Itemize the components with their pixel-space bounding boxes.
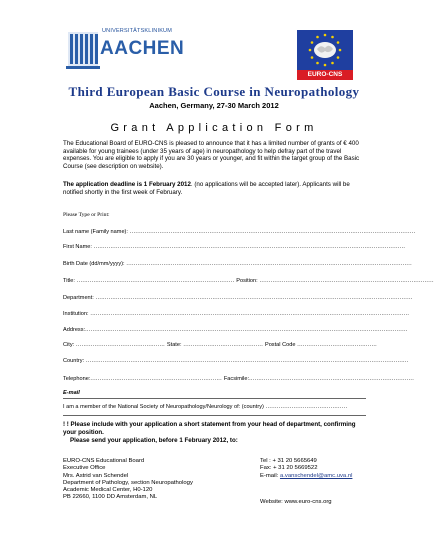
- eu-stars-brain-icon: [297, 30, 353, 70]
- last-name-field[interactable]: Last name (Family name): ..........................................................................................................................................................: [63, 229, 416, 235]
- please-type-label: Please Type or Print:: [63, 212, 110, 218]
- institution-field[interactable]: Institution: ............................................................................................................................................................................: [63, 311, 410, 317]
- contact-address: [63, 458, 253, 502]
- logo-euro-cns-label: EURO-CNS: [297, 70, 353, 80]
- divider: [63, 398, 366, 399]
- last-name-label: Last name (Family name):: [63, 229, 128, 235]
- contact-fax: Fax: + 31 20 5669522: [260, 465, 318, 472]
- deadline-rest: . (no applications will be accepted later). Applicants will be notified shortly in the first week of February.: [63, 181, 350, 196]
- title-label: Title:: [63, 278, 75, 284]
- country-field[interactable]: Country: ..............................................................................................................................................................................: [63, 358, 409, 364]
- logo-aachen-top-label: UNIVERSITÄTSKLINIKUM: [102, 28, 173, 34]
- contact-line: Academic Medical Center, H0-120: [63, 487, 153, 494]
- deadline-paragraph: [63, 181, 363, 196]
- contact-phones: [260, 458, 370, 480]
- aachen-logo: [66, 26, 185, 70]
- facsimile-label: Facsimile:: [223, 376, 250, 382]
- contact-email-link[interactable]: a.vanschendel@amc.uva.nl: [279, 472, 353, 479]
- contact-line: Mrs. Astrid van Schendel: [63, 472, 129, 479]
- address-label: Address:: [63, 327, 86, 333]
- address-field[interactable]: Address:..............................................................................................................................................................................: [63, 327, 408, 333]
- member-label: I am a member of the National Society of Neuropathology/Neurology of: (country): [63, 404, 264, 410]
- form-title: Grant Application Form: [110, 122, 318, 134]
- department-field[interactable]: Department: ...........................................................................................................................................................................: [63, 295, 413, 301]
- birth-date-label: Birth Date (dd/mm/yyyy):: [63, 261, 125, 267]
- telephone-label: Telephone:: [63, 376, 91, 382]
- aachen-building-icon: [66, 26, 100, 70]
- institution-label: Institution:: [63, 311, 89, 317]
- city-state-postal-field[interactable]: City: ................................................ State: ........................................... Postal Code ...........................................: [63, 342, 378, 348]
- contact-tel: Tel : + 31 20 5665649: [260, 458, 317, 464]
- intro-paragraph: The Educational Board of EURO-CNS is pleased to announce that it has a limited number of grants of € 400 available for young trainees (under 35 years of age) in neuropathology to help defray part of the travel expenses. You are eligible to apply if you are 30 years or younger, and fit within the target group of the Basic Course (see description on website).: [63, 140, 360, 170]
- city-label: City:: [63, 342, 75, 348]
- contact-line: EURO-CNS Educational Board: [63, 458, 145, 464]
- country-label: Country:: [63, 358, 85, 364]
- email-label: E-mail: [63, 390, 80, 396]
- logo-aachen-main-label: AACHEN: [100, 38, 185, 59]
- contact-email-label: E-mail:: [260, 472, 280, 479]
- title-position-field[interactable]: Title: ..................................................................................... Position: ..............................................................................................: [63, 278, 434, 284]
- statement-notice: ! ! Please include with your application a short statement from your head of department, confirming your position.: [63, 421, 356, 436]
- position-label: Position:: [236, 278, 258, 284]
- first-name-field[interactable]: First Name: ........................................................................................................................................................................: [63, 244, 406, 250]
- contact-email-row: [260, 473, 370, 480]
- page-title: Third European Basic Course in Neuropathology: [68, 84, 360, 99]
- deadline-bold: The application deadline is 1 February 2012: [63, 181, 191, 188]
- divider: [63, 415, 366, 416]
- email-field[interactable]: [63, 390, 366, 396]
- euro-cns-logo: [297, 30, 353, 80]
- contact-line: Executive Office: [63, 465, 106, 472]
- contact-line: Department of Pathology, section Neuropathology: [63, 479, 193, 486]
- member-field[interactable]: I am a member of the National Society of Neuropathology/Neurology of: (country) ............................................: [63, 404, 348, 410]
- postal-code-label: Postal Code: [264, 342, 296, 348]
- birth-date-field[interactable]: Birth Date (dd/mm/yyyy): ..........................................................................................................................................................: [63, 261, 412, 267]
- contact-website[interactable]: Website: www.euro-cns.org: [260, 499, 332, 505]
- contact-line: PB 22660, 1100 DD Amsterdam, NL: [63, 494, 158, 501]
- telephone-facsimile-field[interactable]: Telephone:....................................................................... Facsimile:.........................................................................................: [63, 376, 415, 382]
- state-label: State:: [166, 342, 182, 348]
- send-notice: Please send your application, before 1 February 2012, to:: [70, 437, 238, 444]
- first-name-label: First Name:: [63, 244, 92, 250]
- department-label: Department:: [63, 295, 94, 301]
- course-dates: Aachen, Germany, 27-30 March 2012: [149, 101, 279, 110]
